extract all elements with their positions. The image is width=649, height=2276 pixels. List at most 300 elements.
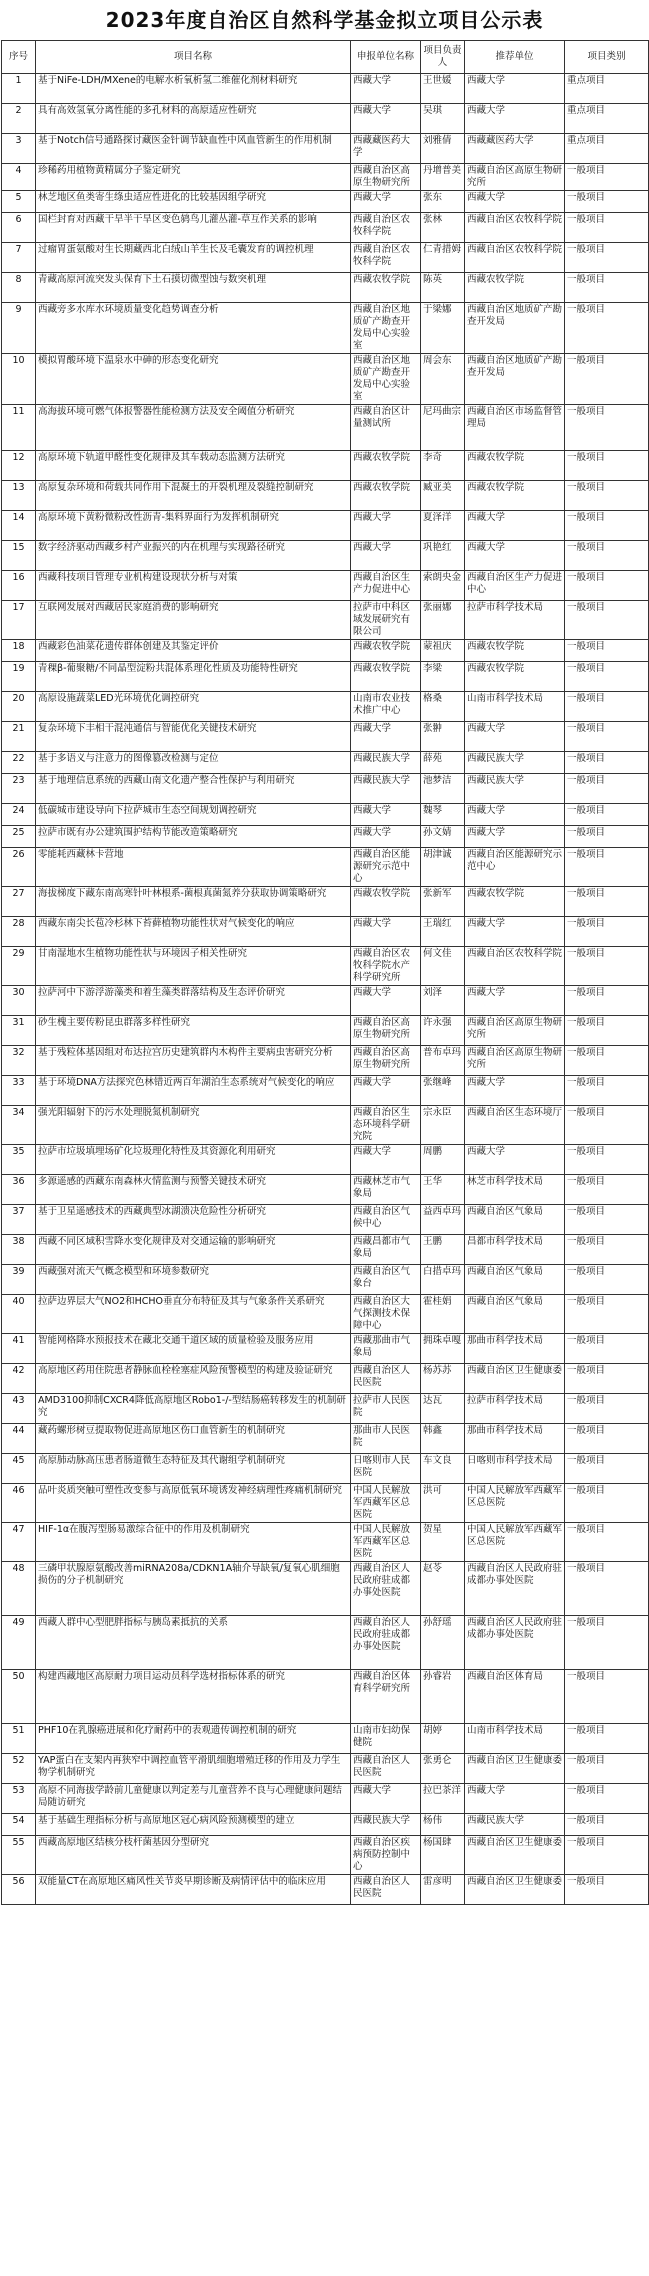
cell-project-name: 基于Notch信号通路探讨藏医金针调节缺血性中风血管新生的作用机制 bbox=[36, 134, 351, 164]
cell-project-leader: 薛苑 bbox=[421, 752, 465, 774]
cell-applicant-unit: 中国人民解放军西藏军区总医院 bbox=[351, 1523, 421, 1562]
table-row bbox=[2, 986, 649, 1016]
cell-recommending-unit: 林芝市科学技术局 bbox=[465, 1175, 565, 1205]
table-row bbox=[2, 354, 649, 405]
cell-recommending-unit: 西藏大学 bbox=[465, 804, 565, 826]
cell-index: 23 bbox=[2, 774, 36, 804]
table-row bbox=[2, 1394, 649, 1424]
cell-project-name: 强光阳辐射下的污水处理脱氮机制研究 bbox=[36, 1106, 351, 1145]
cell-recommending-unit: 西藏农牧学院 bbox=[465, 451, 565, 481]
cell-applicant-unit: 西藏自治区人民医院 bbox=[351, 1754, 421, 1784]
cell-project-category: 一般项目 bbox=[565, 1334, 649, 1364]
cell-project-leader: 雷彦明 bbox=[421, 1875, 465, 1905]
cell-project-category: 一般项目 bbox=[565, 1836, 649, 1875]
cell-project-category: 一般项目 bbox=[565, 887, 649, 917]
cell-index: 50 bbox=[2, 1670, 36, 1724]
cell-recommending-unit: 那曲市科学技术局 bbox=[465, 1424, 565, 1454]
cell-recommending-unit: 西藏自治区卫生健康委 bbox=[465, 1875, 565, 1905]
cell-project-leader: 孙文婧 bbox=[421, 826, 465, 848]
table-row bbox=[2, 571, 649, 601]
cell-project-category: 一般项目 bbox=[565, 1754, 649, 1784]
table-row bbox=[2, 826, 649, 848]
cell-project-name: 拉萨河中下游浮游藻类和着生藻类群落结构及生态评价研究 bbox=[36, 986, 351, 1016]
cell-project-name: 高原复杂环境和荷载共同作用下混凝土的开裂机理及裂缝控制研究 bbox=[36, 481, 351, 511]
cell-recommending-unit: 昌都市科学技术局 bbox=[465, 1235, 565, 1265]
cell-recommending-unit: 西藏民族大学 bbox=[465, 774, 565, 804]
cell-applicant-unit: 拉萨市中科区域发展研究有限公司 bbox=[351, 601, 421, 640]
table-header-row bbox=[2, 41, 649, 74]
cell-project-leader: 周会东 bbox=[421, 354, 465, 405]
cell-project-leader: 胡婷 bbox=[421, 1724, 465, 1754]
cell-recommending-unit: 西藏大学 bbox=[465, 1145, 565, 1175]
cell-project-category: 一般项目 bbox=[565, 1424, 649, 1454]
cell-project-name: AMD3100抑制CXCR4降低高原地区Robo1-/-型结肠癌转移发生的机制研究 bbox=[36, 1394, 351, 1424]
cell-recommending-unit: 西藏大学 bbox=[465, 986, 565, 1016]
cell-recommending-unit: 西藏自治区高原生物研究所 bbox=[465, 1016, 565, 1046]
cell-applicant-unit: 西藏自治区人民政府驻成都办事处医院 bbox=[351, 1616, 421, 1670]
cell-index: 20 bbox=[2, 692, 36, 722]
table-row bbox=[2, 1454, 649, 1484]
cell-recommending-unit: 西藏自治区卫生健康委 bbox=[465, 1364, 565, 1394]
cell-project-category: 一般项目 bbox=[565, 1295, 649, 1334]
cell-project-leader: 格桑 bbox=[421, 692, 465, 722]
cell-index: 16 bbox=[2, 571, 36, 601]
cell-project-name: 高原肺动脉高压患者肠道微生态特征及其代谢组学机制研究 bbox=[36, 1454, 351, 1484]
cell-recommending-unit: 西藏自治区卫生健康委 bbox=[465, 1836, 565, 1875]
cell-project-leader: 巩艳红 bbox=[421, 541, 465, 571]
cell-project-leader: 张东 bbox=[421, 191, 465, 213]
table-row bbox=[2, 104, 649, 134]
cell-project-category: 一般项目 bbox=[565, 1484, 649, 1523]
cell-project-category: 一般项目 bbox=[565, 511, 649, 541]
cell-project-name: 林芝地区鱼类寄生绦虫适应性进化的比较基因组学研究 bbox=[36, 191, 351, 213]
cell-project-category: 一般项目 bbox=[565, 1235, 649, 1265]
cell-project-name: 甘南湿地水生植物功能性状与环境因子相关性研究 bbox=[36, 947, 351, 986]
cell-project-name: 高原设施蔬菜LED光环境优化调控研究 bbox=[36, 692, 351, 722]
cell-index: 49 bbox=[2, 1616, 36, 1670]
cell-project-name: 互联网发展对西藏居民家庭消费的影响研究 bbox=[36, 601, 351, 640]
cell-project-leader: 达瓦 bbox=[421, 1394, 465, 1424]
cell-applicant-unit: 西藏大学 bbox=[351, 1784, 421, 1814]
table-row bbox=[2, 1784, 649, 1814]
cell-applicant-unit: 西藏自治区高原生物研究所 bbox=[351, 164, 421, 191]
cell-applicant-unit: 西藏民族大学 bbox=[351, 752, 421, 774]
cell-applicant-unit: 西藏大学 bbox=[351, 722, 421, 752]
cell-applicant-unit: 西藏自治区生态环境科学研究院 bbox=[351, 1106, 421, 1145]
cell-project-leader: 车文良 bbox=[421, 1454, 465, 1484]
cell-recommending-unit: 西藏民族大学 bbox=[465, 1814, 565, 1836]
table-row bbox=[2, 947, 649, 986]
cell-index: 13 bbox=[2, 481, 36, 511]
cell-project-name: 多源遥感的西藏东南森林火情监测与预警关键技术研究 bbox=[36, 1175, 351, 1205]
cell-index: 39 bbox=[2, 1265, 36, 1295]
cell-project-leader: 张丽娜 bbox=[421, 601, 465, 640]
cell-recommending-unit: 西藏自治区能源研究示范中心 bbox=[465, 848, 565, 887]
cell-project-leader: 胡津诚 bbox=[421, 848, 465, 887]
table-row bbox=[2, 1754, 649, 1784]
table-row bbox=[2, 1076, 649, 1106]
cell-project-name: 珍稀药用植物黄精属分子鉴定研究 bbox=[36, 164, 351, 191]
table-row bbox=[2, 601, 649, 640]
cell-applicant-unit: 那曲市人民医院 bbox=[351, 1424, 421, 1454]
cell-applicant-unit: 西藏自治区人民政府驻成都办事处医院 bbox=[351, 1562, 421, 1616]
cell-index: 54 bbox=[2, 1814, 36, 1836]
cell-project-name: 低碳城市建设导向下拉萨城市生态空间规划调控研究 bbox=[36, 804, 351, 826]
table-row bbox=[2, 917, 649, 947]
cell-project-leader: 刘雅倩 bbox=[421, 134, 465, 164]
cell-project-category: 一般项目 bbox=[565, 1175, 649, 1205]
table-row bbox=[2, 1016, 649, 1046]
cell-project-leader: 王华 bbox=[421, 1175, 465, 1205]
cell-project-category: 一般项目 bbox=[565, 1784, 649, 1814]
cell-project-name: 构建西藏地区高原耐力项目运动员科学选材指标体系的研究 bbox=[36, 1670, 351, 1724]
cell-project-name: 数字经济驱动西藏乡村产业振兴的内在机理与实现路径研究 bbox=[36, 541, 351, 571]
table-row bbox=[2, 752, 649, 774]
cell-index: 12 bbox=[2, 451, 36, 481]
cell-project-leader: 周鹏 bbox=[421, 1145, 465, 1175]
cell-recommending-unit: 西藏大学 bbox=[465, 104, 565, 134]
cell-project-category: 一般项目 bbox=[565, 826, 649, 848]
cell-project-category: 一般项目 bbox=[565, 917, 649, 947]
cell-recommending-unit: 西藏自治区生态环境厅 bbox=[465, 1106, 565, 1145]
cell-project-category: 一般项目 bbox=[565, 722, 649, 752]
cell-recommending-unit: 西藏大学 bbox=[465, 511, 565, 541]
cell-project-leader: 丹增普美 bbox=[421, 164, 465, 191]
cell-index: 44 bbox=[2, 1424, 36, 1454]
cell-index: 26 bbox=[2, 848, 36, 887]
cell-project-leader: 张勇仑 bbox=[421, 1754, 465, 1784]
cell-index: 48 bbox=[2, 1562, 36, 1616]
cell-index: 10 bbox=[2, 354, 36, 405]
cell-index: 24 bbox=[2, 804, 36, 826]
cell-project-category: 一般项目 bbox=[565, 191, 649, 213]
cell-applicant-unit: 西藏自治区气候中心 bbox=[351, 1205, 421, 1235]
cell-project-name: 拉萨边界层大气NO2和HCHO垂直分布特征及其与气象条件关系研究 bbox=[36, 1295, 351, 1334]
header-index: 序号 bbox=[2, 41, 36, 74]
cell-recommending-unit: 西藏自治区人民政府驻成都办事处医院 bbox=[465, 1616, 565, 1670]
cell-index: 7 bbox=[2, 243, 36, 273]
table-row bbox=[2, 1562, 649, 1616]
cell-project-name: 基于基础生理指标分析与高原地区冠心病风险预测模型的建立 bbox=[36, 1814, 351, 1836]
cell-recommending-unit: 西藏自治区气象局 bbox=[465, 1265, 565, 1295]
cell-project-leader: 拥珠卓嘎 bbox=[421, 1334, 465, 1364]
cell-project-name: 西藏不同区域积雪降水变化规律及对交通运输的影响研究 bbox=[36, 1235, 351, 1265]
cell-index: 43 bbox=[2, 1394, 36, 1424]
cell-project-category: 一般项目 bbox=[565, 774, 649, 804]
cell-recommending-unit: 西藏自治区高原生物研究所 bbox=[465, 164, 565, 191]
table-row bbox=[2, 1875, 649, 1905]
cell-applicant-unit: 西藏那曲市气象局 bbox=[351, 1334, 421, 1364]
table-row bbox=[2, 722, 649, 752]
cell-applicant-unit: 西藏农牧学院 bbox=[351, 481, 421, 511]
cell-applicant-unit: 西藏自治区高原生物研究所 bbox=[351, 1046, 421, 1076]
cell-project-category: 一般项目 bbox=[565, 1145, 649, 1175]
header-project-leader: 项目负责人 bbox=[421, 41, 465, 74]
cell-applicant-unit: 西藏大学 bbox=[351, 541, 421, 571]
cell-recommending-unit: 西藏藏医药大学 bbox=[465, 134, 565, 164]
cell-project-category: 一般项目 bbox=[565, 662, 649, 692]
cell-project-name: 具有高效氢氧分离性能的多孔材料的高原适应性研究 bbox=[36, 104, 351, 134]
table-row bbox=[2, 848, 649, 887]
cell-index: 6 bbox=[2, 213, 36, 243]
cell-applicant-unit: 西藏自治区疾病预防控制中心 bbox=[351, 1836, 421, 1875]
cell-project-name: 模拟胃酸环境下温泉水中砷的形态变化研究 bbox=[36, 354, 351, 405]
cell-project-category: 一般项目 bbox=[565, 1724, 649, 1754]
cell-recommending-unit: 西藏大学 bbox=[465, 1784, 565, 1814]
table-row bbox=[2, 1616, 649, 1670]
cell-applicant-unit: 西藏自治区农牧科学院 bbox=[351, 243, 421, 273]
cell-applicant-unit: 西藏民族大学 bbox=[351, 1814, 421, 1836]
table-row bbox=[2, 1334, 649, 1364]
cell-applicant-unit: 西藏农牧学院 bbox=[351, 273, 421, 303]
cell-project-leader: 洪可 bbox=[421, 1484, 465, 1523]
cell-project-leader: 许永强 bbox=[421, 1016, 465, 1046]
cell-index: 38 bbox=[2, 1235, 36, 1265]
cell-recommending-unit: 西藏农牧学院 bbox=[465, 481, 565, 511]
cell-recommending-unit: 西藏大学 bbox=[465, 722, 565, 752]
cell-applicant-unit: 西藏自治区农牧科学院 bbox=[351, 213, 421, 243]
cell-recommending-unit: 西藏民族大学 bbox=[465, 752, 565, 774]
table-row bbox=[2, 405, 649, 451]
cell-applicant-unit: 西藏自治区人民医院 bbox=[351, 1364, 421, 1394]
cell-recommending-unit: 山南市科学技术局 bbox=[465, 692, 565, 722]
cell-project-category: 一般项目 bbox=[565, 1670, 649, 1724]
cell-project-leader: 张翀 bbox=[421, 722, 465, 752]
cell-index: 5 bbox=[2, 191, 36, 213]
cell-project-leader: 张新军 bbox=[421, 887, 465, 917]
header-applicant-unit: 申报单位名称 bbox=[351, 41, 421, 74]
cell-project-category: 一般项目 bbox=[565, 1394, 649, 1424]
cell-recommending-unit: 西藏农牧学院 bbox=[465, 273, 565, 303]
table-row bbox=[2, 1205, 649, 1235]
cell-project-category: 一般项目 bbox=[565, 1454, 649, 1484]
cell-project-category: 一般项目 bbox=[565, 848, 649, 887]
cell-project-leader: 尼玛曲宗 bbox=[421, 405, 465, 451]
cell-index: 17 bbox=[2, 601, 36, 640]
cell-project-category: 一般项目 bbox=[565, 601, 649, 640]
table-row bbox=[2, 1670, 649, 1724]
table-row bbox=[2, 1424, 649, 1454]
table-row bbox=[2, 511, 649, 541]
table-row bbox=[2, 74, 649, 104]
table-row bbox=[2, 1235, 649, 1265]
cell-project-name: 青稞β-葡聚糖/不同晶型淀粉共混体系理化性质及功能特性研究 bbox=[36, 662, 351, 692]
cell-project-leader: 孙舒瑶 bbox=[421, 1616, 465, 1670]
cell-project-leader: 拉巴茶洋 bbox=[421, 1784, 465, 1814]
cell-project-category: 一般项目 bbox=[565, 354, 649, 405]
cell-project-leader: 夏泽洋 bbox=[421, 511, 465, 541]
cell-project-category: 一般项目 bbox=[565, 692, 649, 722]
cell-index: 32 bbox=[2, 1046, 36, 1076]
cell-applicant-unit: 西藏自治区体育科学研究所 bbox=[351, 1670, 421, 1724]
cell-index: 1 bbox=[2, 74, 36, 104]
table-row bbox=[2, 887, 649, 917]
cell-index: 11 bbox=[2, 405, 36, 451]
cell-applicant-unit: 西藏自治区大气探测技术保障中心 bbox=[351, 1295, 421, 1334]
cell-applicant-unit: 西藏大学 bbox=[351, 191, 421, 213]
cell-index: 51 bbox=[2, 1724, 36, 1754]
cell-recommending-unit: 西藏自治区生产力促进中心 bbox=[465, 571, 565, 601]
table-row bbox=[2, 774, 649, 804]
table-row bbox=[2, 1364, 649, 1394]
cell-recommending-unit: 西藏大学 bbox=[465, 1076, 565, 1106]
cell-project-name: 基于多语义与注意力的图像篡改检测与定位 bbox=[36, 752, 351, 774]
cell-recommending-unit: 西藏农牧学院 bbox=[465, 662, 565, 692]
cell-project-name: 零能耗西藏林卡营地 bbox=[36, 848, 351, 887]
table-row bbox=[2, 1145, 649, 1175]
cell-index: 18 bbox=[2, 640, 36, 662]
cell-project-name: 藏药螺形树豆提取物促进高原地区伤口血管新生的机制研究 bbox=[36, 1424, 351, 1454]
cell-project-category: 一般项目 bbox=[565, 1616, 649, 1670]
cell-recommending-unit: 中国人民解放军西藏军区总医院 bbox=[465, 1523, 565, 1562]
table-row bbox=[2, 1724, 649, 1754]
cell-recommending-unit: 西藏自治区高原生物研究所 bbox=[465, 1046, 565, 1076]
cell-applicant-unit: 西藏大学 bbox=[351, 986, 421, 1016]
header-recommending-unit: 推荐单位 bbox=[465, 41, 565, 74]
cell-recommending-unit: 拉萨市科学技术局 bbox=[465, 601, 565, 640]
cell-recommending-unit: 拉萨市科学技术局 bbox=[465, 1394, 565, 1424]
cell-index: 45 bbox=[2, 1454, 36, 1484]
cell-applicant-unit: 山南市妇幼保健院 bbox=[351, 1724, 421, 1754]
cell-project-leader: 霍桂娟 bbox=[421, 1295, 465, 1334]
cell-index: 41 bbox=[2, 1334, 36, 1364]
cell-recommending-unit: 西藏自治区农牧科学院 bbox=[465, 213, 565, 243]
cell-index: 47 bbox=[2, 1523, 36, 1562]
cell-project-category: 一般项目 bbox=[565, 541, 649, 571]
cell-applicant-unit: 西藏民族大学 bbox=[351, 774, 421, 804]
cell-project-name: 基于环境DNA方法探究色林错近两百年湖泊生态系统对气候变化的响应 bbox=[36, 1076, 351, 1106]
cell-project-name: 西藏旁多水库水环境质量变化趋势调查分析 bbox=[36, 303, 351, 354]
cell-project-name: 西藏科技项目管理专业机构建设现状分析与对策 bbox=[36, 571, 351, 601]
cell-project-leader: 王鹏 bbox=[421, 1235, 465, 1265]
cell-project-category: 一般项目 bbox=[565, 804, 649, 826]
cell-applicant-unit: 西藏农牧学院 bbox=[351, 640, 421, 662]
cell-project-leader: 魏琴 bbox=[421, 804, 465, 826]
cell-recommending-unit: 那曲市科学技术局 bbox=[465, 1334, 565, 1364]
cell-applicant-unit: 西藏大学 bbox=[351, 826, 421, 848]
cell-project-name: 拉萨市既有办公建筑围护结构节能改造策略研究 bbox=[36, 826, 351, 848]
cell-project-leader: 王世媛 bbox=[421, 74, 465, 104]
cell-project-leader: 臧亚美 bbox=[421, 481, 465, 511]
cell-project-category: 一般项目 bbox=[565, 1106, 649, 1145]
cell-index: 46 bbox=[2, 1484, 36, 1523]
cell-index: 55 bbox=[2, 1836, 36, 1875]
cell-index: 37 bbox=[2, 1205, 36, 1235]
table-row bbox=[2, 481, 649, 511]
cell-applicant-unit: 西藏林芝市气象局 bbox=[351, 1175, 421, 1205]
cell-recommending-unit: 西藏自治区体育局 bbox=[465, 1670, 565, 1724]
cell-project-category: 一般项目 bbox=[565, 303, 649, 354]
cell-project-leader: 赵苓 bbox=[421, 1562, 465, 1616]
cell-index: 29 bbox=[2, 947, 36, 986]
table-row bbox=[2, 1523, 649, 1562]
cell-applicant-unit: 西藏昌都市气象局 bbox=[351, 1235, 421, 1265]
cell-index: 30 bbox=[2, 986, 36, 1016]
cell-applicant-unit: 西藏自治区气象台 bbox=[351, 1265, 421, 1295]
table-row bbox=[2, 541, 649, 571]
cell-project-name: PHF10在乳腺癌进展和化疗耐药中的表观遗传调控机制的研究 bbox=[36, 1724, 351, 1754]
cell-project-category: 一般项目 bbox=[565, 213, 649, 243]
cell-applicant-unit: 日喀则市人民医院 bbox=[351, 1454, 421, 1484]
cell-recommending-unit: 西藏农牧学院 bbox=[465, 887, 565, 917]
cell-index: 28 bbox=[2, 917, 36, 947]
cell-project-leader: 韩鑫 bbox=[421, 1424, 465, 1454]
cell-applicant-unit: 西藏自治区地质矿产勘查开发局中心实验室 bbox=[351, 303, 421, 354]
cell-project-name: HIF-1α在腹泻型肠易激综合征中的作用及机制研究 bbox=[36, 1523, 351, 1562]
cell-project-category: 一般项目 bbox=[565, 1364, 649, 1394]
cell-project-category: 一般项目 bbox=[565, 986, 649, 1016]
cell-index: 27 bbox=[2, 887, 36, 917]
table-row bbox=[2, 640, 649, 662]
cell-applicant-unit: 西藏大学 bbox=[351, 104, 421, 134]
cell-applicant-unit: 西藏自治区地质矿产勘查开发局中心实验室 bbox=[351, 354, 421, 405]
table-row bbox=[2, 692, 649, 722]
cell-project-leader: 普布卓玛 bbox=[421, 1046, 465, 1076]
cell-project-leader: 索朗央金 bbox=[421, 571, 465, 601]
cell-applicant-unit: 西藏自治区生产力促进中心 bbox=[351, 571, 421, 601]
table-row bbox=[2, 662, 649, 692]
cell-applicant-unit: 西藏大学 bbox=[351, 1076, 421, 1106]
cell-recommending-unit: 西藏自治区地质矿产勘查开发局 bbox=[465, 303, 565, 354]
cell-project-category: 一般项目 bbox=[565, 405, 649, 451]
cell-index: 22 bbox=[2, 752, 36, 774]
cell-project-category: 一般项目 bbox=[565, 1814, 649, 1836]
cell-project-category: 一般项目 bbox=[565, 1265, 649, 1295]
cell-recommending-unit: 西藏自治区气象局 bbox=[465, 1205, 565, 1235]
cell-project-name: 基于残粒体基因组对布达拉宫历史建筑群内木构件主要病虫害研究分析 bbox=[36, 1046, 351, 1076]
cell-project-leader: 陈英 bbox=[421, 273, 465, 303]
cell-project-category: 一般项目 bbox=[565, 1016, 649, 1046]
table-row bbox=[2, 213, 649, 243]
cell-index: 2 bbox=[2, 104, 36, 134]
cell-project-name: 基于地理信息系统的西藏山南文化遗产整合性保护与利用研究 bbox=[36, 774, 351, 804]
table-row bbox=[2, 1265, 649, 1295]
cell-index: 42 bbox=[2, 1364, 36, 1394]
cell-project-category: 重点项目 bbox=[565, 134, 649, 164]
cell-recommending-unit: 西藏自治区气象局 bbox=[465, 1295, 565, 1334]
cell-recommending-unit: 西藏大学 bbox=[465, 191, 565, 213]
cell-recommending-unit: 西藏自治区农牧科学院 bbox=[465, 243, 565, 273]
cell-project-name: 高原地区药用住院患者静脉血栓栓塞症风险预警模型的构建及验证研究 bbox=[36, 1364, 351, 1394]
cell-project-leader: 刘泽 bbox=[421, 986, 465, 1016]
table-row bbox=[2, 164, 649, 191]
table-row bbox=[2, 1836, 649, 1875]
cell-project-leader: 池梦洁 bbox=[421, 774, 465, 804]
cell-project-name: 青藏高原河流突发头保育下土石摸切微型蚀与数突机理 bbox=[36, 273, 351, 303]
cell-recommending-unit: 西藏大学 bbox=[465, 826, 565, 848]
cell-index: 19 bbox=[2, 662, 36, 692]
cell-applicant-unit: 西藏农牧学院 bbox=[351, 887, 421, 917]
cell-project-leader: 张林 bbox=[421, 213, 465, 243]
cell-index: 53 bbox=[2, 1784, 36, 1814]
table-row bbox=[2, 134, 649, 164]
cell-recommending-unit: 日喀则市科学技术局 bbox=[465, 1454, 565, 1484]
cell-project-category: 一般项目 bbox=[565, 1076, 649, 1106]
cell-project-name: 高海拔环境可燃气体报警器性能检测方法及安全阈值分析研究 bbox=[36, 405, 351, 451]
cell-project-leader: 蒙祖庆 bbox=[421, 640, 465, 662]
table-row bbox=[2, 273, 649, 303]
cell-project-category: 一般项目 bbox=[565, 640, 649, 662]
cell-index: 35 bbox=[2, 1145, 36, 1175]
cell-recommending-unit: 西藏自治区地质矿产勘查开发局 bbox=[465, 354, 565, 405]
table-row bbox=[2, 1046, 649, 1076]
cell-project-leader: 白措卓玛 bbox=[421, 1265, 465, 1295]
cell-applicant-unit: 西藏农牧学院 bbox=[351, 662, 421, 692]
project-table bbox=[1, 40, 649, 1905]
cell-project-category: 一般项目 bbox=[565, 752, 649, 774]
cell-applicant-unit: 拉萨市人民医院 bbox=[351, 1394, 421, 1424]
cell-project-name: 基于NiFe-LDH/MXene的电解水析氧析氢二维催化剂材料研究 bbox=[36, 74, 351, 104]
